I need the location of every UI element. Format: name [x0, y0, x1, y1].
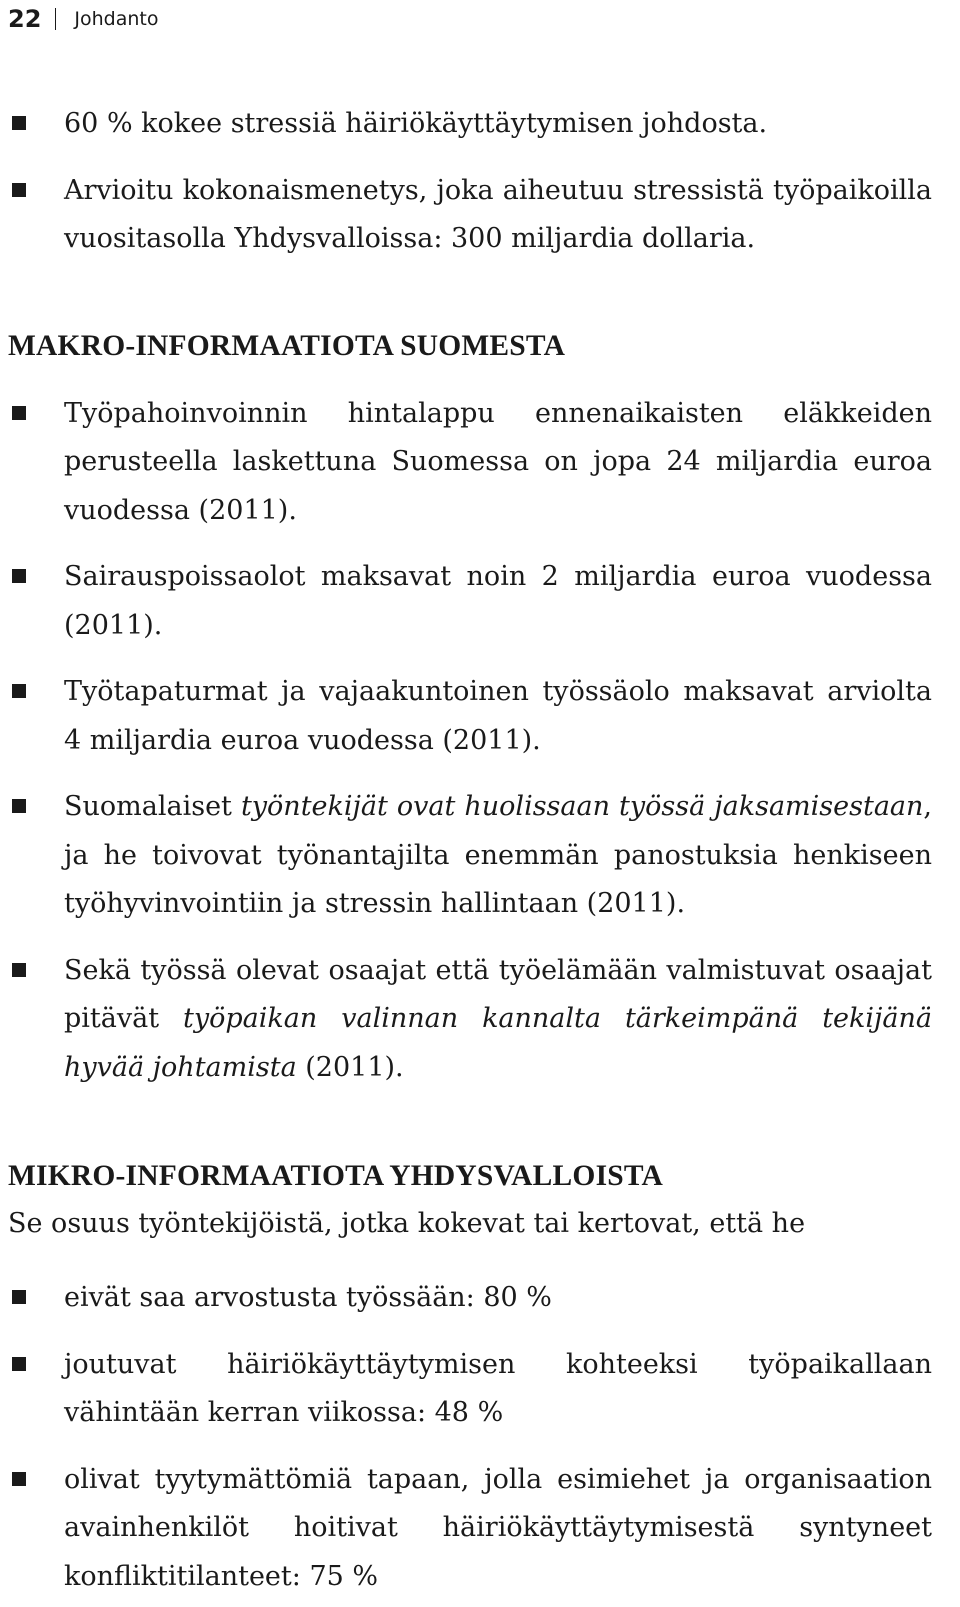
list-item	[8, 1456, 932, 1602]
square-bullet-icon	[12, 1290, 26, 1304]
intro-bullet-list	[8, 100, 932, 264]
list-item	[8, 947, 932, 1093]
square-bullet-icon	[12, 116, 26, 130]
list-item	[8, 100, 932, 149]
page-content	[8, 100, 932, 1601]
square-bullet-icon	[12, 1472, 26, 1486]
list-item	[8, 390, 932, 536]
micro-bullet-list	[8, 1274, 932, 1601]
list-item-text: olivat tyytymättömiä tapaan, jolla esimiehet ja organisaation avainhenkilöt hoitivat häiriökäyttäytymisestä syntyneet konfliktitilanteet: 75 %	[64, 1463, 932, 1592]
list-item-text: Arvioitu kokonaismenetys, joka aiheutuu stressistä työpaikoilla vuositasolla Yhdysvalloissa: 300 miljardia dollaria.	[64, 174, 932, 254]
running-header-section: Johdanto	[74, 8, 159, 30]
square-bullet-icon	[12, 406, 26, 420]
list-item-text-end: , ja he toivovat työnantajilta enemmän panostuksia henkiseen työhyvinvointiin ja stressin hallintaan (2011).	[64, 791, 932, 919]
section-heading-micro: MIKRO-INFORMAATIOTA YHDYSVALLOISTA	[8, 1160, 664, 1192]
list-item-emphasis: työntekijät ovat huolissaan työssä jaksamisestaan	[240, 791, 924, 822]
list-item	[8, 668, 932, 765]
list-item-text: Työtapaturmat ja vajaakuntoinen työssäolo maksavat arviolta 4 miljardia euroa vuodessa (2011).	[64, 676, 932, 756]
list-item	[8, 167, 932, 264]
square-bullet-icon	[12, 569, 26, 583]
list-item-text-start: Suomalaiset	[64, 791, 241, 822]
header-divider	[55, 8, 56, 30]
list-item-emphasis: työpaikan valinnan kannalta tärkeimpänä tekijänä hyvää johtamista	[64, 1003, 932, 1083]
list-item-text: 60 % kokee stressiä häiriökäyttäytymisen johdosta.	[64, 108, 768, 139]
list-item-text-end: (2011).	[296, 1051, 404, 1083]
page-number: 22	[8, 5, 42, 33]
square-bullet-icon	[12, 799, 26, 813]
section-heading-macro: MAKRO-INFORMAATIOTA SUOMESTA	[8, 329, 566, 362]
square-bullet-icon	[12, 684, 26, 698]
list-item	[8, 783, 932, 929]
list-item-text: Sairauspoissaolot maksavat noin 2 miljardia euroa vuodessa (2011).	[64, 561, 932, 641]
list-item	[8, 553, 932, 650]
list-item	[8, 1274, 932, 1323]
square-bullet-icon	[12, 963, 26, 977]
square-bullet-icon	[12, 183, 26, 197]
list-item-text: eivät saa arvostusta työssään: 80 %	[64, 1282, 552, 1313]
square-bullet-icon	[12, 1357, 26, 1371]
list-item-text-start: Sekä työssä olevat osaajat että työelämään valmistuvat osaajat pitävät	[64, 954, 932, 1034]
macro-bullet-list	[8, 390, 932, 1093]
list-item	[8, 1341, 932, 1438]
page-header	[8, 4, 159, 34]
list-item-text: joutuvat häiriökäyttäytymisen kohteeksi työpaikallaan vähintään kerran viikossa: 48 %	[64, 1348, 932, 1428]
section-intro-text: Se osuus työntekijöistä, jotka kokevat tai kertovat, että he	[8, 1208, 806, 1239]
list-item-text: Työpahoinvoinnin hintalappu ennenaikaisten eläkkeiden perusteella laskettuna Suomessa on jopa 24 miljardia euroa vuodessa (2011).	[64, 397, 932, 526]
